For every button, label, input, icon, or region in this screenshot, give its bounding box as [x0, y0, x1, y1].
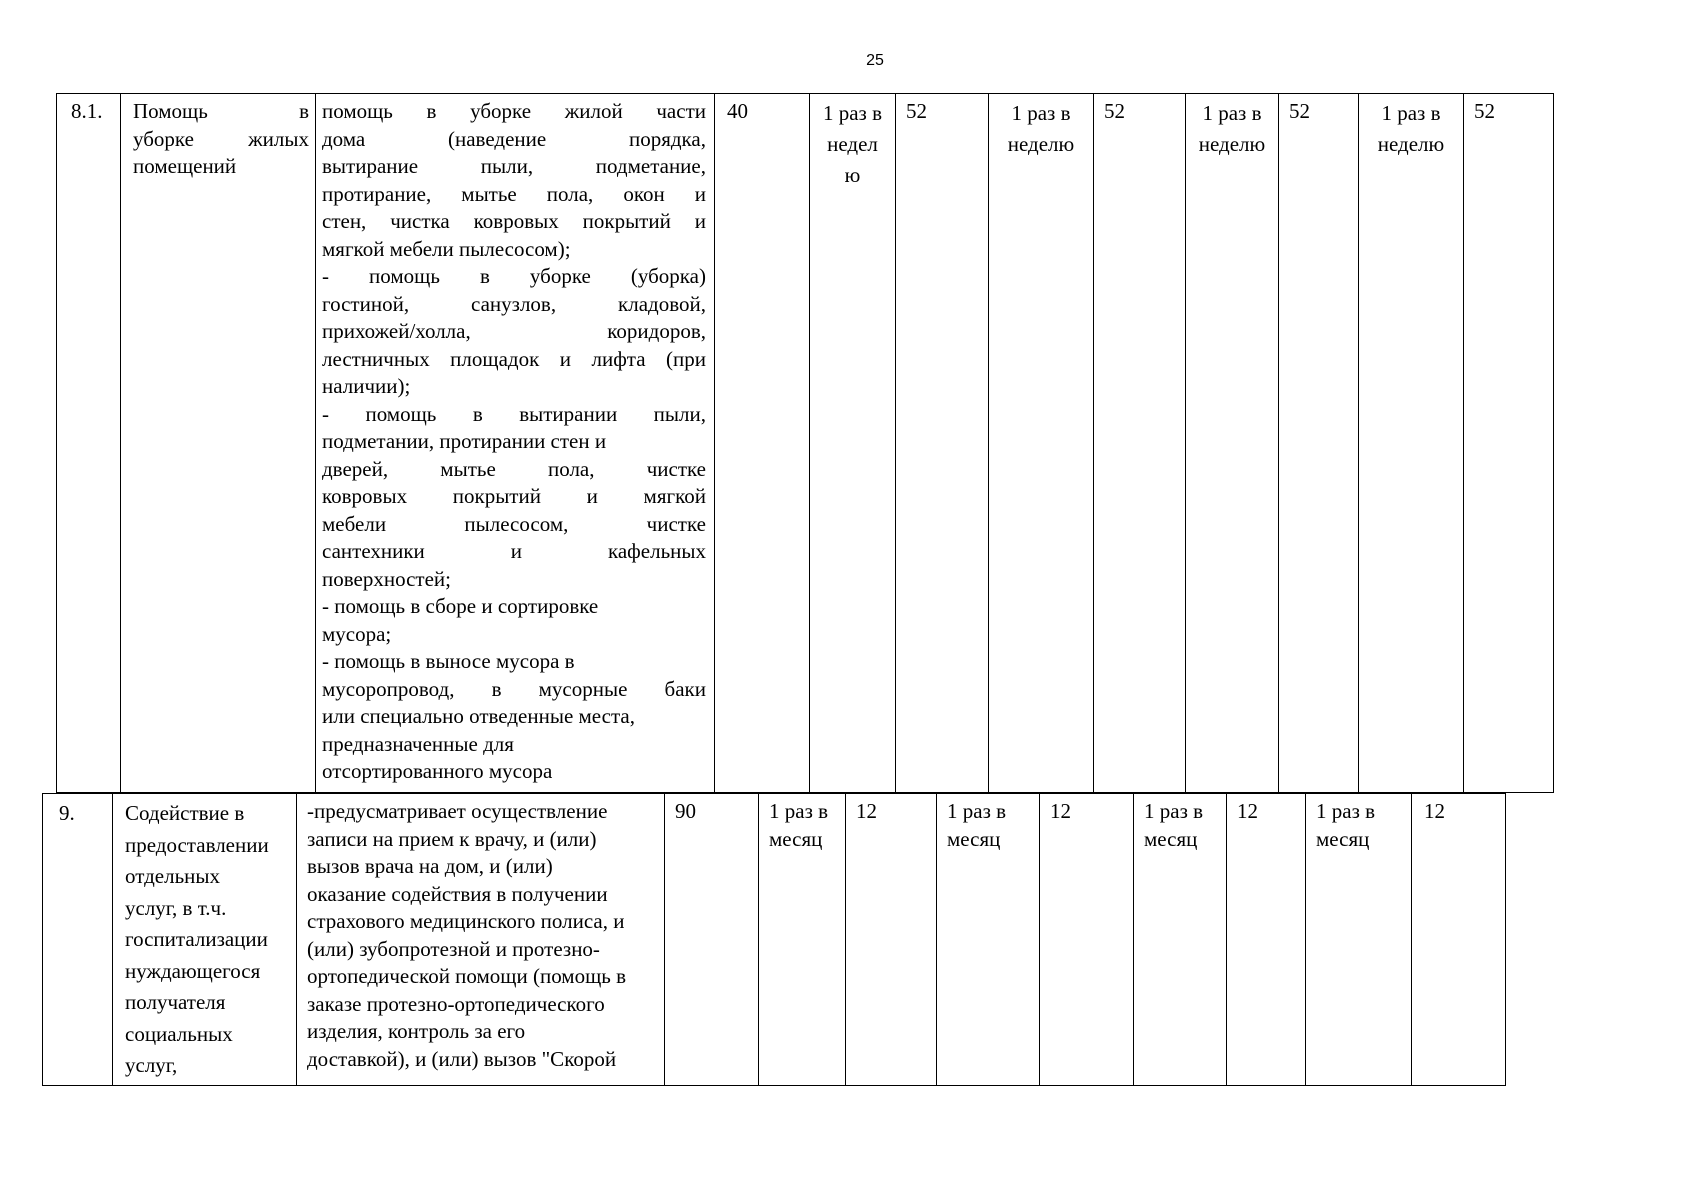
- service-name-line: Помощь в: [133, 99, 309, 123]
- description-line: -предусматривает осуществление: [307, 799, 608, 823]
- period2-count-cell: [1093, 93, 1185, 793]
- description-line: подметании, протирании стен и: [322, 429, 607, 453]
- frequency-line: месяц: [947, 826, 1001, 851]
- count-value: 12: [1237, 799, 1258, 823]
- service-name-line: социальных: [125, 1021, 233, 1046]
- frequency-line: месяц: [1144, 826, 1198, 851]
- frequency-line: 1 раз в: [1381, 101, 1441, 125]
- description-line: страхового медицинского полиса, и: [307, 909, 625, 933]
- description-line: вытирание пыли, подметание,: [322, 154, 706, 178]
- description-line: мусоропровод, в мусорные баки: [322, 676, 706, 701]
- period4-frequency-cell: [1358, 93, 1463, 793]
- frequency-line: 1 раз в: [947, 799, 1007, 823]
- description-line: дверей, мытье пола, чистке: [322, 456, 706, 481]
- frequency-line: неделю: [1377, 132, 1445, 156]
- period3-frequency-cell: [1133, 793, 1226, 1086]
- period4-count-cell: [1411, 793, 1506, 1086]
- time-norm-cell: [664, 793, 758, 1086]
- period3-count-cell: [1226, 793, 1305, 1086]
- service-name: [113, 794, 296, 1082]
- service-name-line: уборке жилых: [133, 126, 309, 151]
- description-line: помощь в уборке жилой части: [322, 99, 706, 123]
- services-table: [56, 93, 1636, 1103]
- description-line: гостиной, санузлов, кладовой,: [322, 291, 706, 316]
- row-number: 9.: [59, 801, 75, 825]
- service-description: [297, 794, 664, 1073]
- period1-frequency-cell: [809, 93, 895, 793]
- service-name-line: услуг, в т.ч.: [125, 895, 227, 920]
- frequency-line: месяц: [769, 826, 823, 851]
- frequency-line: 1 раз в: [1202, 101, 1262, 125]
- row-number: 8.1.: [71, 99, 103, 123]
- description-line: предназначенные для: [322, 731, 514, 756]
- count-value: 52: [1289, 99, 1310, 123]
- description-line: лестничных площадок и лифта (при: [322, 346, 706, 371]
- row-number-cell: [56, 93, 120, 793]
- period4-count-cell: [1463, 93, 1554, 793]
- description-line: отсортированного мусора: [322, 759, 553, 783]
- description-line: записи на прием к врачу, и (или): [307, 826, 597, 851]
- description-line: заказе протезно-ортопедического: [307, 991, 605, 1016]
- description-line: или специально отведенные места,: [322, 704, 635, 728]
- count-value: 52: [906, 99, 927, 123]
- frequency-line: недел: [827, 132, 878, 156]
- service-name-line: отдельных: [125, 864, 221, 888]
- table-row-9: [42, 793, 1636, 1086]
- time-norm-cell: [714, 93, 809, 793]
- period1-count-cell: [895, 93, 988, 793]
- description-line: мусора;: [322, 621, 392, 646]
- row-number-cell: [42, 793, 112, 1086]
- period3-count-cell: [1278, 93, 1358, 793]
- period2-frequency-cell: [936, 793, 1039, 1086]
- service-description-cell: [296, 793, 664, 1086]
- description-line: мебели пылесосом, чистке: [322, 511, 706, 536]
- description-line: ортопедической помощи (помощь в: [307, 964, 626, 988]
- service-name-line: нуждающегося: [125, 958, 261, 983]
- service-name-line: Содействие в: [125, 801, 245, 825]
- description-line: дома (наведение порядка,: [322, 126, 706, 151]
- description-line: вызов врача на дом, и (или): [307, 854, 553, 878]
- service-description: [316, 94, 714, 790]
- service-name-line: помещений: [133, 154, 237, 178]
- description-line: стен, чистка ковровых покрытий и: [322, 209, 706, 233]
- page-number: 25: [866, 52, 884, 69]
- frequency-line: 1 раз в: [1316, 799, 1376, 823]
- frequency-line: ю: [844, 163, 861, 187]
- description-line: доставкой), и (или) вызов "Скорой: [307, 1046, 617, 1071]
- period1-count-cell: [845, 793, 936, 1086]
- frequency-line: месяц: [1316, 826, 1370, 851]
- description-line: изделия, контроль за его: [307, 1019, 526, 1043]
- frequency-line: 1 раз в: [1144, 799, 1204, 823]
- description-line: поверхностей;: [322, 566, 452, 591]
- description-line: протирание, мытье пола, окон и: [322, 181, 706, 206]
- time-norm-value: 90: [675, 799, 696, 823]
- frequency-line: неделю: [1007, 132, 1075, 156]
- frequency-line: 1 раз в: [822, 101, 883, 125]
- description-line: - помощь в вытирании пыли,: [322, 401, 706, 426]
- description-line: - помощь в уборке (уборка): [322, 264, 706, 288]
- count-value: 12: [1050, 799, 1071, 823]
- description-line: - помощь в сборе и сортировке: [322, 594, 599, 618]
- service-name-cell: [120, 93, 315, 793]
- description-line: (или) зубопротезной и протезно-: [307, 936, 600, 961]
- description-line: наличии);: [322, 374, 411, 398]
- service-name-line: получателя: [125, 990, 226, 1014]
- frequency-line: неделю: [1198, 132, 1266, 156]
- service-name-line: услуг,: [125, 1053, 178, 1077]
- service-description-cell: [315, 93, 714, 793]
- description-line: - помощь в выносе мусора в: [322, 649, 575, 673]
- period2-frequency-cell: [988, 93, 1093, 793]
- service-name-line: предоставлении: [125, 832, 269, 857]
- count-value: 12: [856, 799, 877, 823]
- description-line: оказание содействия в получении: [307, 881, 608, 906]
- count-value: 52: [1104, 99, 1125, 123]
- service-name-cell: [112, 793, 296, 1086]
- frequency-line: 1 раз в: [1011, 101, 1071, 125]
- time-norm-value: 40: [727, 99, 748, 123]
- frequency-line: 1 раз в: [769, 799, 829, 823]
- count-value: 12: [1424, 799, 1445, 823]
- service-name-line: госпитализации: [125, 927, 268, 951]
- count-value: 52: [1474, 99, 1495, 123]
- period2-count-cell: [1039, 793, 1133, 1086]
- description-line: мягкой мебели пылесосом);: [322, 236, 571, 261]
- period4-frequency-cell: [1305, 793, 1411, 1086]
- description-line: прихожей/холла, коридоров,: [322, 319, 706, 343]
- period3-frequency-cell: [1185, 93, 1278, 793]
- description-line: сантехники и кафельных: [322, 539, 706, 563]
- description-line: ковровых покрытий и мягкой: [322, 484, 706, 508]
- table-row-8-1: [56, 93, 1636, 793]
- period1-frequency-cell: [758, 793, 845, 1086]
